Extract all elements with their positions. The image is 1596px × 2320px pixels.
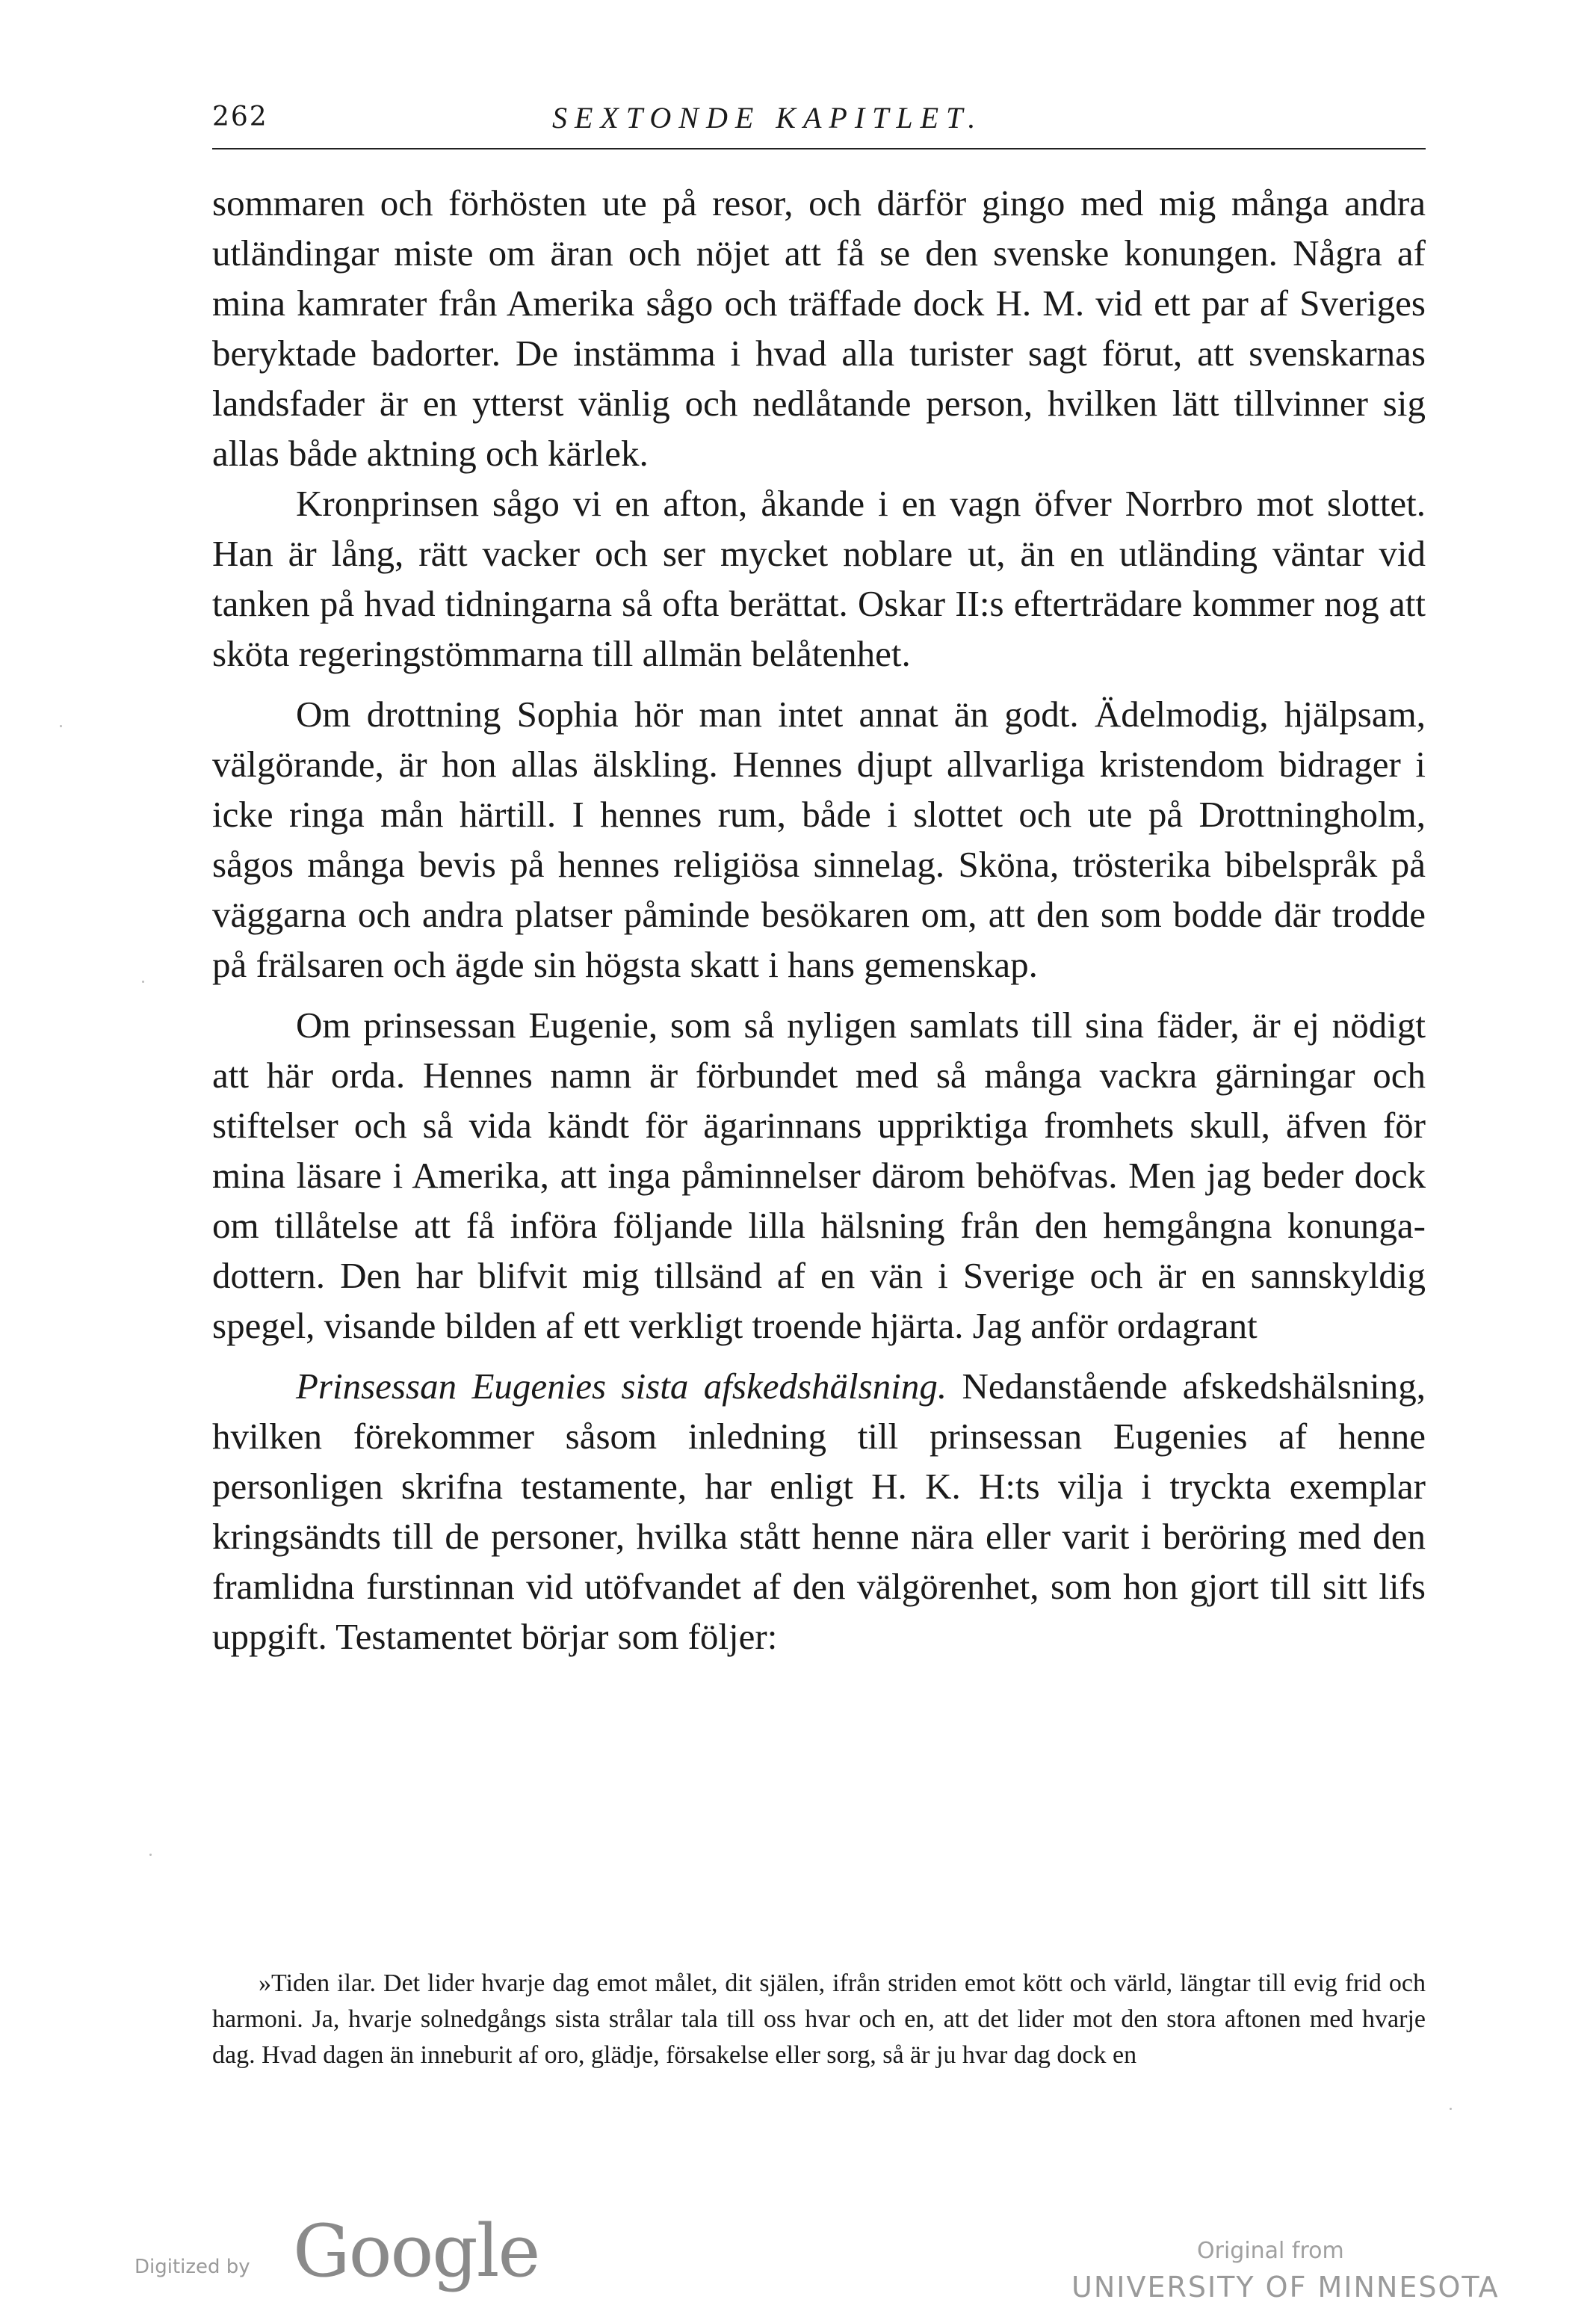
paragraph-3: Om drottning Sophia hör man intet annat än godt. Ädelmodig, hjälpsam, välgörande, är hon allas älskling. Hennes djupt allvarliga kristendom bidrager i icke ringa mån härtill. I hennes rum, både i slottet och ute på Drottningholm, sågos många bevis på hennes religiösa sinnelag. Sköna, trösterika bibelspråk på väggarna och andra platser påminde besökaren om, att den som bodde där trodde på frälsaren och ägde sin högsta skatt i hans gemenskap.: [212, 694, 1426, 985]
scan-speck: [149, 1854, 152, 1856]
digitized-label: Digitized by: [134, 2256, 250, 2278]
paragraph-5: [212, 1361, 1426, 1662]
paragraph-4: Om prinsessan Eugenie, som så nyligen samlats till sina fäder, är ej nödigt att här orda. Hennes namn är förbundet med så många vackra gärningar och stiftelser och så vida kändt för ägarinnans uppriktiga fromhets skull, äfven för mina läsare i Amerika, att inga påminnelser därom behöfvas. Men jag beder dock om tillåtelse att få införa följande lilla hälsning från den hemgångna konunga-dottern. Den har blifvit mig tillsänd af en vän i Sverige och är en sannskyldig spegel, visande bilden af ett verkligt troende hjärta. Jag anför ordagrant: [212, 1005, 1426, 1346]
google-logo: Google: [293, 2209, 539, 2293]
block-quote: [212, 1966, 1426, 2073]
paragraph-5-text: Nedanstående afskedshälsning, hvilken förekommer såsom inledning till prinsessan Eugenies af henne personligen skrifna testamente, har enligt H. K. H:ts vilja i tryckta exemplar kringsändts till de personer, hvilka stått henne nära eller varit i beröring med den framlidna furstinnan vid utöfvandet af den välgörenhet, som hon gjort till sitt lifs uppgift. Testamentet börjar som följer:: [212, 1366, 1426, 1657]
section-title: Prinsessan Eugenies sista afskedshälsning.: [296, 1366, 947, 1407]
paragraph-2: Kronprinsen sågo vi en afton, åkande i en vagn öfver Norrbro mot slottet. Han är lång, rätt vacker och ser mycket noblare ut, än en utländing väntar vid tanken på hvad tidningarna så ofta berättat. Oskar II:s efterträdare kommer nog att sköta regeringstömmarna till allmän belåtenhet.: [212, 483, 1426, 674]
scan-speck: [1450, 2108, 1452, 2110]
header-rule: [212, 148, 1426, 149]
scan-speck: [142, 981, 144, 983]
quote-text: »Tiden ilar. Det lider hvarje dag emot målet, dit själen, ifrån striden emot kött och värld, längtar till evig frid och harmoni. Ja, hvarje solnedgångs sista strålar tala till oss hvar och en, att det lider mot den stora aftonen med hvarje dag. Hvad dagen än inneburit af oro, glädje, försakelse eller sorg, så är ju hvar dag dock en: [212, 1969, 1426, 2069]
digitized-by-google: [134, 2209, 539, 2293]
paragraph-1: sommaren och förhösten ute på resor, och därför gingo med mig många andra utländingar miste om äran och nöjet att få se den svenske konungen. Några af mina kamrater från Amerika sågo och träffade dock H. M. vid ett par af Sveriges beryktade badorter. De instämma i hvad alla turister sagt förut, att svenskarnas landsfader är en ytterst vänlig och nedlåtande person, hvilken lätt tillvinner sig allas både aktning och kärlek.: [212, 182, 1426, 474]
body-text: [212, 178, 1426, 1662]
source-university: UNIVERSITY OF MINNESOTA: [1071, 2271, 1500, 2304]
page-number: 262: [212, 102, 268, 132]
source-original-from: Original from: [1197, 2238, 1344, 2264]
page-header: [212, 102, 1426, 146]
scan-speck: [60, 725, 62, 727]
running-head: SEXTONDE KAPITLET.: [552, 101, 983, 135]
